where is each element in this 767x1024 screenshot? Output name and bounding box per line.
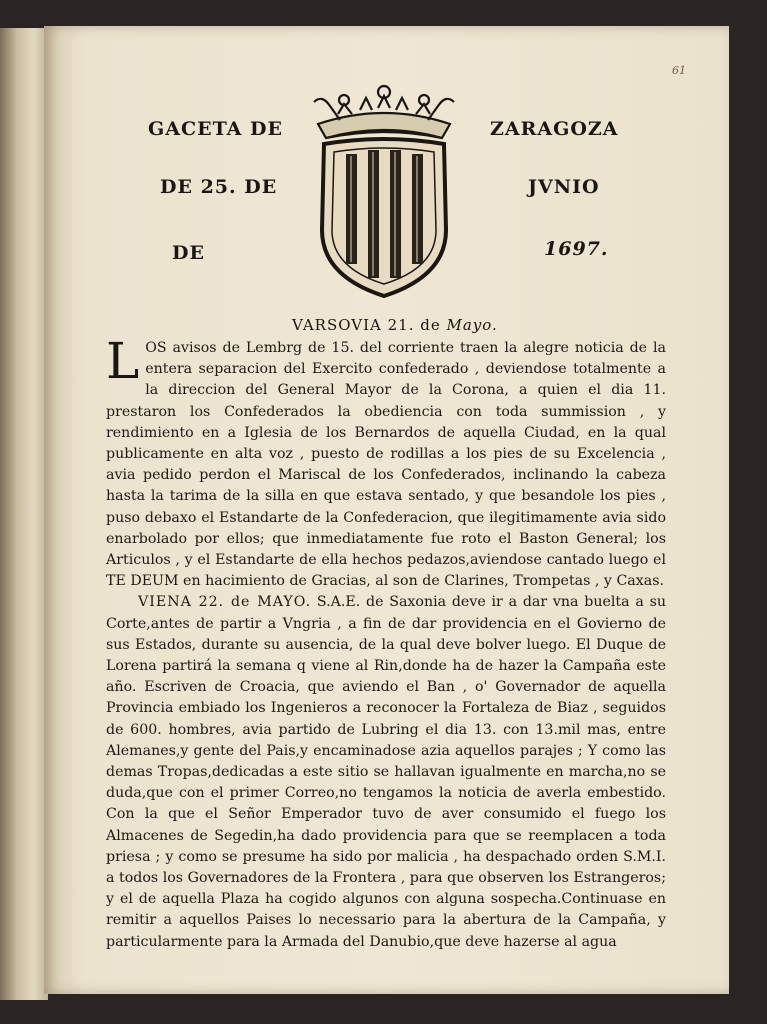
dateline (292, 316, 498, 334)
paragraph-viena-text: S.A.E. de Saxonia deve ir a dar vna buelta a su Corte,antes de partir a Vngria , a fin de dar providencia en el Govierno de sus Estados, durante su ausencia, de la qual deve bolver luego. El Duque de Lorena partirá la semana q viene al Rin,donde ha de hazer la Campaña este año. Escriven de Croacia, que aviendo el Ban , o' Governador de aquella Provincia embiado los Ingenieros a reconocer la Fortaleza de Biaz , seguidos de 600. hombres, avia partido de Lubring el dia 13. con 13.mil mas, entre Alemanes,y gente del Pais,y encaminadose azia aquellos parajes ; Y como las demas Tropas,dedicadas a este sitio se hallavan igualmente en marcha,no se duda,que con el primer Correo,no tengamos la noticia de averla embestido. Con la que el Señor Emperador tuvo de aver consumido el fuego los Almacenes de Segedin,ha dado providencia para que se reemplacen a toda priesa ; y como se presume ha sido por malicia , ha despachado orden S.M.I. a todos los Governadores de la Frontera , para que observen los Estrangeros; y el de aquella Plaza ha cogido algunos con alguna sospecha.Continuase en remitir a aquellos Paises lo necessario para la abertura de la Campaña, y particularmente para la Armada del Danubio,que deve hazerse al agua (106, 594, 667, 950)
dateline-month: Mayo. (446, 316, 498, 334)
masthead-left-mid: DE 25. DE (160, 176, 278, 198)
coat-of-arms-icon (300, 80, 468, 304)
paragraph-varsovia (106, 332, 666, 592)
book-binding (0, 28, 48, 1000)
masthead-right-top: ZARAGOZA (490, 118, 619, 140)
drop-cap: L (106, 332, 140, 390)
masthead-left-bot: DE (172, 242, 205, 264)
article-body (106, 332, 667, 953)
masthead-left-top: GACETA DE (148, 118, 283, 140)
paragraph-viena-lead: VIENA 22. de MAYO. (138, 594, 312, 611)
gazette-page (44, 26, 729, 994)
masthead-year: 1697. (544, 238, 609, 260)
paragraph-varsovia-text: OS avisos de Lembrg de 15. del corriente traen la alegre noticia de la entera separacion del Exercito confederado , deviendose totalmente a la direccion del General Mayor de la Corona, a quien el dia 11. prestaron los Confederados la obediencia con toda summission , y rendimiento en a Iglesia de los Bernardos de aquella Ciudad, en la qual publicamente en alta voz , puesto de rodillas a los pies de su Excelencia , avia pedido perdon el Mariscal de los Confederados, inclinando la cabeza hasta la tarima de la silla en que estava sentado, y que besandole los pies , puso debaxo el Estandarte de la Confederacion, que ilegitimamente avia sido enarbolado por ellos; que inmediatamente fue roto el Baston General; los Articulos , y el Estandarte de ella hechos pedazos,aviendose cantado luego el TE DEUM en hacimiento de Gracias, al son de Clarines, Trompetas , y Caxas. (106, 340, 666, 590)
paragraph-viena (106, 592, 666, 952)
masthead-right-mid: JVNIO (528, 176, 600, 198)
dateline-place: VARSOVIA 21. de (292, 316, 441, 334)
folio-number: 61 (672, 64, 686, 77)
